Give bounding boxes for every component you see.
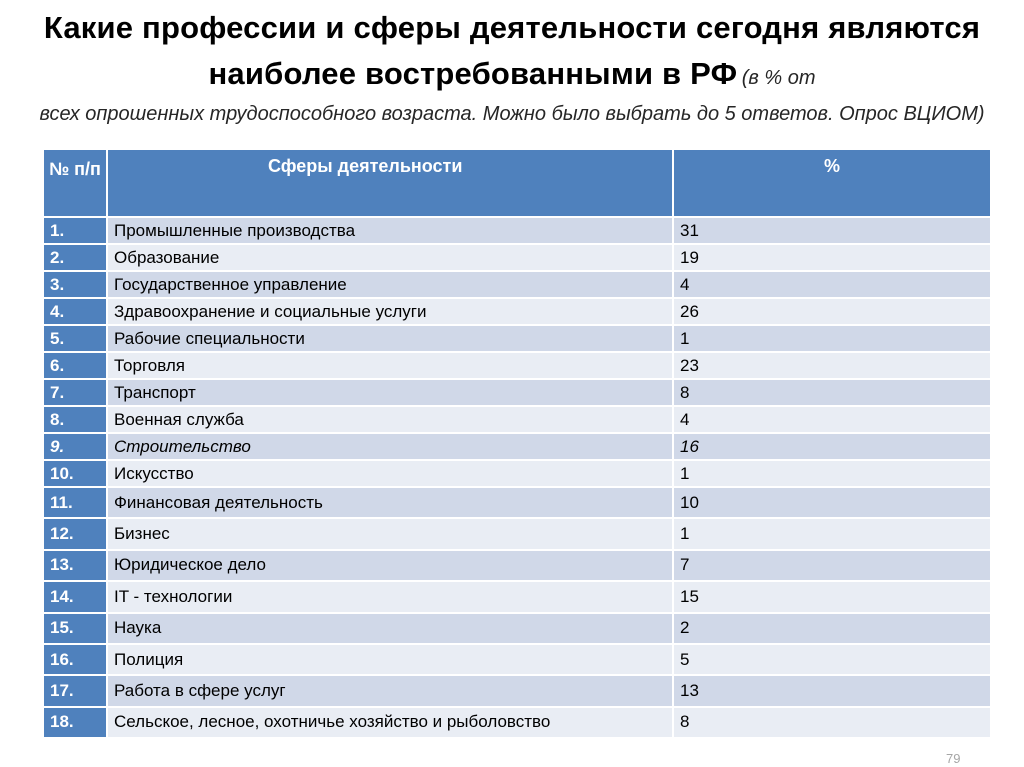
table-row [43,352,991,379]
row-percent: 8 [673,379,991,406]
row-number: 16. [43,644,107,675]
title-main: Какие профессии и сферы деятельности сегодня являются наиболее востребованными в РФ [43,10,981,91]
row-percent: 16 [673,433,991,460]
table-row [43,581,991,612]
row-percent: 1 [673,325,991,352]
row-percent: 4 [673,406,991,433]
row-number: 9. [43,433,107,460]
row-number: 1. [43,217,107,244]
row-sphere: Военная служба [107,406,673,433]
row-number: 6. [43,352,107,379]
table-row [43,244,991,271]
row-percent: 13 [673,675,991,706]
row-percent: 4 [673,271,991,298]
row-sphere: Бизнес [107,518,673,549]
row-number: 2. [43,244,107,271]
row-sphere: Рабочие специальности [107,325,673,352]
table-row [43,675,991,706]
table-row [43,518,991,549]
row-number: 14. [43,581,107,612]
table-row [43,460,991,487]
table-row [43,487,991,518]
row-sphere: Работа в сфере услуг [107,675,673,706]
row-number: 5. [43,325,107,352]
row-percent: 26 [673,298,991,325]
row-percent: 31 [673,217,991,244]
table-row [43,550,991,581]
table-header-row [43,149,991,217]
table-row [43,406,991,433]
row-sphere: Строительство [107,433,673,460]
row-percent: 2 [673,613,991,644]
row-number: 15. [43,613,107,644]
row-number: 7. [43,379,107,406]
slide-title [8,8,1016,127]
row-number: 11. [43,487,107,518]
row-sphere: Сельское, лесное, охотничье хозяйство и рыболовство [107,707,673,738]
row-sphere: Наука [107,613,673,644]
table-row [43,433,991,460]
row-sphere: Полиция [107,644,673,675]
table-row [43,707,991,738]
row-sphere: Промышленные производства [107,217,673,244]
title-subtitle: всех опрошенных трудоспособного возраста. Можно было выбрать до 5 ответов. Опрос ВЦИОМ) [39,103,985,125]
table-row [43,298,991,325]
row-sphere: Торговля [107,352,673,379]
row-percent: 7 [673,550,991,581]
table-row [43,613,991,644]
title-note: (в % от [741,67,816,89]
row-percent: 5 [673,644,991,675]
row-number: 10. [43,460,107,487]
header-sphere: Сферы деятельности [107,149,673,217]
row-number: 12. [43,518,107,549]
row-sphere: IT - технологии [107,581,673,612]
row-number: 17. [43,675,107,706]
row-sphere: Искусство [107,460,673,487]
row-number: 18. [43,707,107,738]
professions-table [42,148,992,739]
row-sphere: Образование [107,244,673,271]
row-percent: 1 [673,518,991,549]
row-sphere: Транспорт [107,379,673,406]
row-percent: 15 [673,581,991,612]
row-percent: 10 [673,487,991,518]
table-row [43,644,991,675]
table-row [43,217,991,244]
row-percent: 8 [673,707,991,738]
row-number: 13. [43,550,107,581]
row-number: 4. [43,298,107,325]
table-row [43,271,991,298]
row-percent: 1 [673,460,991,487]
row-percent: 19 [673,244,991,271]
row-sphere: Государственное управление [107,271,673,298]
row-number: 8. [43,406,107,433]
header-percent: % [673,149,991,217]
table-row [43,325,991,352]
row-sphere: Здравоохранение и социальные услуги [107,298,673,325]
page-number: 79 [946,751,961,766]
row-number: 3. [43,271,107,298]
row-sphere: Финансовая деятельность [107,487,673,518]
row-percent: 23 [673,352,991,379]
header-number: № п/п [43,149,107,217]
row-sphere: Юридическое дело [107,550,673,581]
table-row [43,379,991,406]
